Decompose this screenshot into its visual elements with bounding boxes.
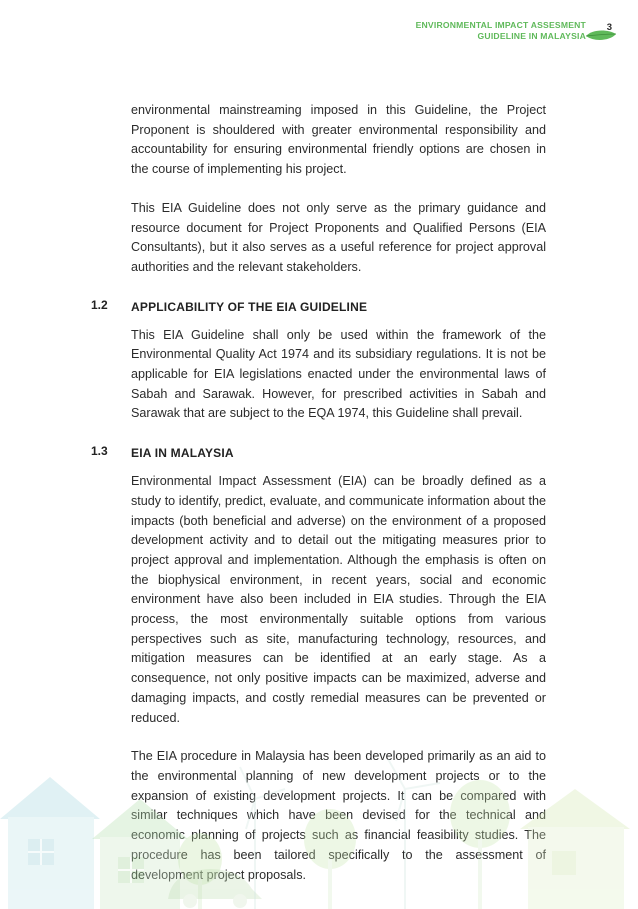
intro-paragraph-1: environmental mainstreaming imposed in this Guideline, the Project Proponent is shouldered with greater environmental responsibility and accountability for ensuring environmental friendly options are chosen in the course of implementing his project. xyxy=(131,103,546,177)
section-1-3-paragraph-2: The EIA procedure in Malaysia has been developed primarily as an aid to the environmental planning of new development projects or to the expansion of existing development projects. It can be compared with similar techniques which have been devised for the technical and economic planning of projects such as financial feasibility studies. The procedure has been tailored specifically to the assessment of development project proposals. xyxy=(131,749,546,882)
section-1-2-paragraph-1: This EIA Guideline shall only be used within the framework of the Environmental Quality Act 1974 and its subsidiary regulations. It is not be applicable for EIA legislations enacted under the environmental laws of Sabah and Sarawak. However, for prescribed activities in Sabah and Sarawak that are subject to the EQA 1974, this Guideline shall prevail. xyxy=(131,327,546,421)
section-number: 1.2 xyxy=(91,297,108,312)
section-title: EIA IN MALAYSIA xyxy=(131,446,234,461)
section-number: 1.3 xyxy=(91,444,108,459)
header-title-line2: GUIDELINE IN MALAYSIA xyxy=(477,30,586,41)
house-icon xyxy=(0,777,100,909)
page-number: 3 xyxy=(606,22,612,33)
section-title: APPLICABILITY OF THE EIA GUIDELINE xyxy=(131,299,368,314)
header-title-line1: ENVIRONMENTAL IMPACT ASSESMENT xyxy=(415,20,586,30)
section-1-3-paragraph-1: Environmental Impact Assessment (EIA) can be broadly defined as a study to identify, predict, evaluate, and communicate information about the impacts (both beneficial and adverse) on the environment of a proposed development activity and to detail out the mitigating measures prior to project approval and implementation. Although the emphasis is often on the biophysical environment, in recent years, social and economic environment have also been included in EIA studies. Through the EIA process, the most environmentally suitable options from various perspectives such as site, manufacturing technology, resources, and mitigation measures can be identified at an early stage. As a consequence, not only positive impacts can be maximized, adverse and damaging impacts, and costly remedial measures can be prevented or reduced. xyxy=(131,474,546,725)
leaf-icon xyxy=(584,29,618,43)
intro-paragraph-2: This EIA Guideline does not only serve as the primary guidance and resource document for Project Proponents and Qualified Persons (EIA Consultants), but it also serves as a useful reference for project approval authorities and the relevant stakeholders. xyxy=(131,200,546,274)
section-heading-1-3 xyxy=(91,444,546,461)
section-heading-1-2 xyxy=(91,297,546,314)
page-header xyxy=(416,20,618,41)
main-content xyxy=(91,101,546,904)
header-title xyxy=(416,20,586,41)
